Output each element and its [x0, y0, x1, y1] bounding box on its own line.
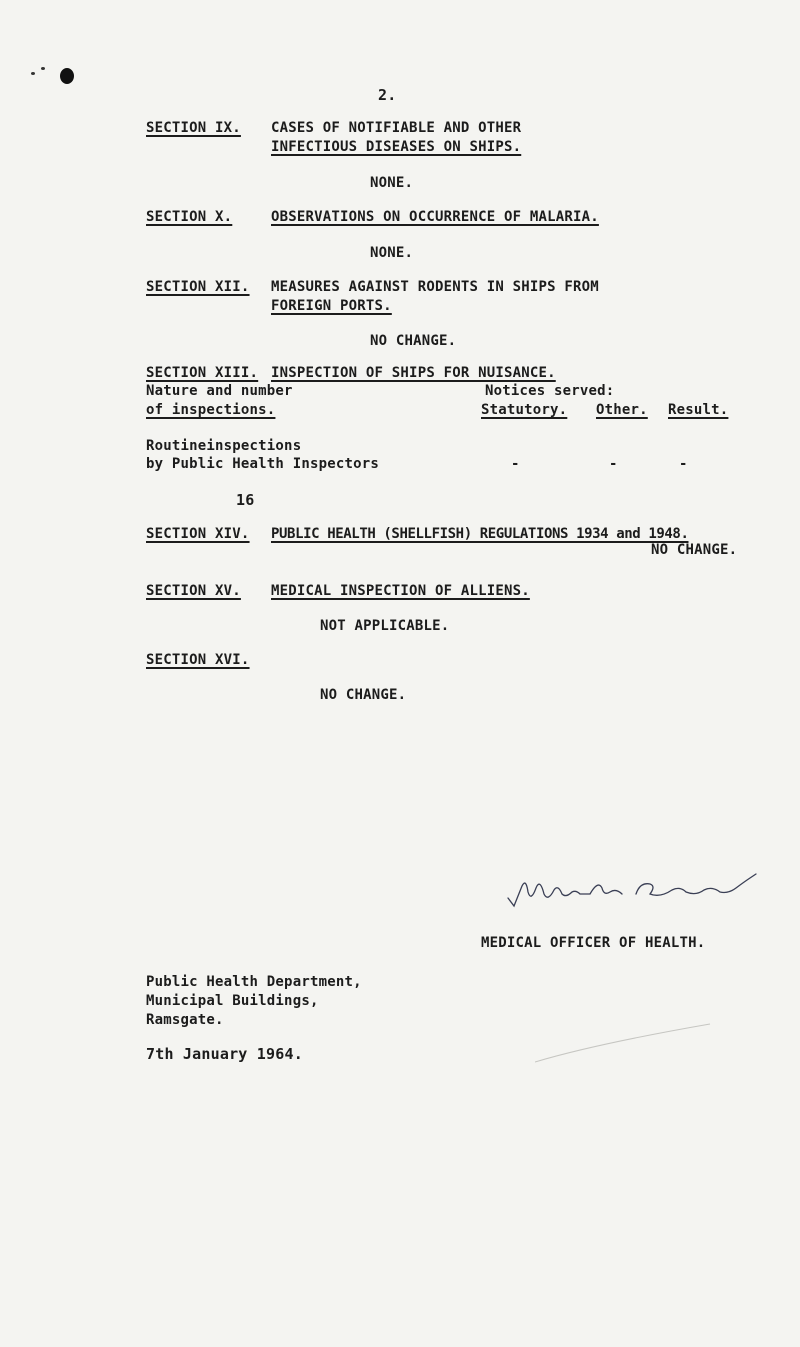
address-line1: Public Health Department,: [146, 974, 362, 990]
section-xv-title: MEDICAL INSPECTION OF ALLIENS.: [271, 583, 530, 599]
col-result: Result.: [668, 402, 729, 418]
section-xiv-title: PUBLIC HEALTH (SHELLFISH) REGULATIONS 1934 and 1948.: [271, 526, 689, 542]
address-line3: Ramsgate.: [146, 1012, 224, 1028]
col-nature-line1: Nature and number: [146, 383, 293, 399]
row-label-line1: Routineinspections: [146, 438, 302, 454]
section-x-body: NONE.: [370, 245, 414, 261]
col-notices-served: Notices served:: [485, 383, 615, 399]
faint-pencil-stroke: [535, 1010, 715, 1070]
section-xv-body: NOT APPLICABLE.: [320, 618, 450, 634]
report-date: 7th January 1964.: [146, 1045, 303, 1063]
col-statutory: Statutory.: [481, 402, 568, 418]
col-other: Other.: [596, 402, 648, 418]
page-number: 2.: [378, 86, 397, 104]
section-xii-title-line1: MEASURES AGAINST RODENTS IN SHIPS FROM: [271, 279, 599, 295]
section-ix-label: SECTION IX.: [146, 120, 241, 136]
section-ix-title-line2: INFECTIOUS DISEASES ON SHIPS.: [271, 139, 522, 155]
signatory-title: MEDICAL OFFICER OF HEALTH.: [481, 935, 706, 951]
speck-mark: [31, 72, 35, 75]
row-statutory-value: -: [511, 456, 520, 472]
section-xiii-title: INSPECTION OF SHIPS FOR NUISANCE.: [271, 365, 556, 381]
section-xvi-label: SECTION XVI.: [146, 652, 250, 668]
section-x-title: OBSERVATIONS ON OCCURRENCE OF MALARIA.: [271, 209, 599, 225]
section-xii-label: SECTION XII.: [146, 279, 250, 295]
row-count-value: 16: [236, 491, 255, 509]
handwritten-signature: [500, 868, 770, 918]
col-nature-line2: of inspections.: [146, 402, 276, 418]
row-other-value: -: [609, 456, 618, 472]
section-xvi-body: NO CHANGE.: [320, 687, 407, 703]
section-xiv-label: SECTION XIV.: [146, 526, 250, 542]
row-label-line2: by Public Health Inspectors: [146, 456, 379, 472]
section-xii-title-line2: FOREIGN PORTS.: [271, 298, 392, 314]
section-xv-label: SECTION XV.: [146, 583, 241, 599]
section-ix-body: NONE.: [370, 175, 414, 191]
row-result-value: -: [679, 456, 688, 472]
section-xiv-body: NO CHANGE.: [651, 542, 738, 558]
speck-mark: [41, 67, 45, 70]
section-xii-body: NO CHANGE.: [370, 333, 457, 349]
punch-hole-mark: [60, 68, 74, 84]
section-x-label: SECTION X.: [146, 209, 233, 225]
section-xiii-label: SECTION XIII.: [146, 365, 259, 381]
address-line2: Municipal Buildings,: [146, 993, 319, 1009]
section-ix-title-line1: CASES OF NOTIFIABLE AND OTHER: [271, 120, 522, 136]
